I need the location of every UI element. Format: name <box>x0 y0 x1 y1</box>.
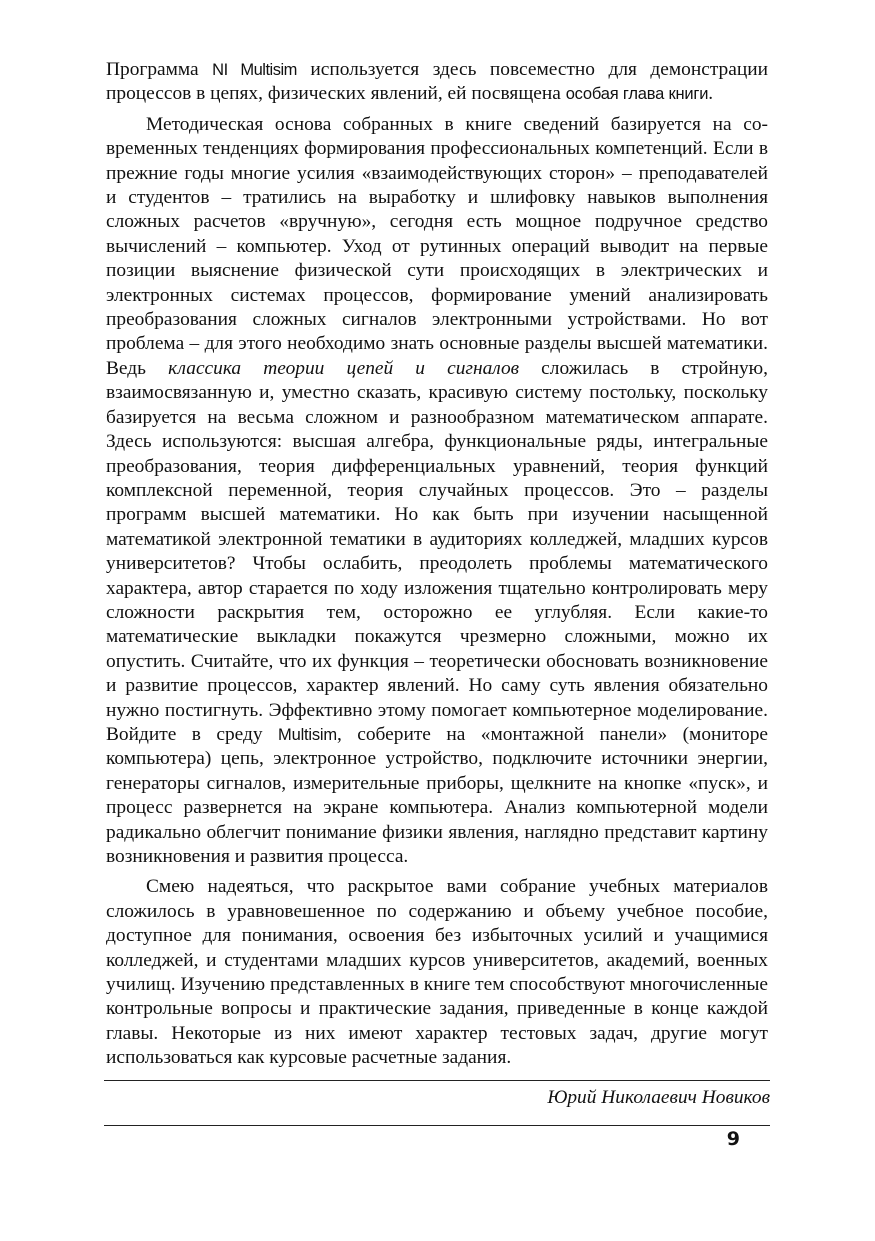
paragraph-text: . <box>708 83 714 105</box>
page-body <box>106 58 768 1071</box>
paragraph-text: Программа <box>106 59 213 80</box>
software-name: NI Multisim <box>212 61 297 79</box>
paragraph-multisim-intro <box>106 58 768 107</box>
chapter-reference: особая глава книги <box>565 85 709 104</box>
software-name: Multisim <box>278 725 337 744</box>
footer-divider <box>104 1125 770 1126</box>
signature-top-divider <box>104 1080 770 1081</box>
paragraph-closing: Смею надеяться, что раскрытое вами собрание учебных материалов сложилось в уравновешенное по содержанию и объему учебное пособие, доступное для понимания, освоения без избыточных усилий и учащимися колледжей, и студентами младших курсов университетов, академий, военных училищ. Изучению представленных в книге тем способствуют многочисленные контрольные вопросы и практические задания, приведенные в конце каждой главы. Некоторые из них имеют характер тестовых задач, другие могут использоваться как курсовые расчетные задания. <box>106 876 768 1069</box>
italic-term: классика теории цепей и сигналов <box>168 357 520 379</box>
paragraph-text: , соберите на «монтажной панели» (мониторе компьютера) цепь, электронное устройство, подключите источники энергии, генераторы сигналов, измерительные приборы, щелкните на кнопке «пуск», и процесс развернется на экране компьютера. Анализ компьютерной модели радикально облегчит понимание физики явления, наглядно представит картину возникновения и развития процесса. <box>106 723 768 867</box>
author-signature: Юрий Николаевич Новиков <box>547 1087 770 1108</box>
paragraph-text: используется здесь повсеместно для демонстрации процессов в цепях, физических явлений, ей посвящена <box>106 59 768 105</box>
paragraph-methodology <box>106 113 768 870</box>
page-number: 9 <box>726 1128 740 1150</box>
paragraph-text: Методическая основа собранных в книге сведений базируется на современных тенденциях формирования профессиональных компетенций. Если в прежние годы многие усилия «взаимодействующих сторон» – преподавателей и студентов – тратились на выработку и шлифовку навыков выполнения сложных расчетов «вручную», сегодня есть мощное подручное средство вычислений – компьютер. Уход от рутинных операций выводит на первые позиции выяснение физической сути происходящих в электрических и электронных системах процессов, формирование умений анализировать преобразования сложных сигналов электронными устройствами. Но вот проблема – для этого необходимо знать основные разделы высшей математики. Ведь <box>106 113 768 379</box>
paragraph-text: сложилась в стройную, взаимосвязанную и, уместно сказать, красивую систему постольку, поскольку базируется на весьма сложном и разнообразном математическом аппарате. Здесь используются: высшая алгебра, функциональные ряды, интегральные преобразования, теория дифференциальных уравнений, теория функций комплексной переменной, теория случайных процессов. Это – разделы программ высшей математики. Но как быть при изучении насыщенной математикой электронной тематики в аудиториях колледжей, младших курсов университетов? Чтобы ослабить, преодолеть проблемы математического характера, автор старается по ходу изложения тщательно контролировать меру сложности раскрытия тем, осторожно ее углубляя. Если какие-то математические выкладки покажутся чрезмерно сложными, можно их опустить. Считайте, что их функция – теоретически обосновать возникновение и развитие процессов, характер явлений. Но саму суть явления обязательно нужно постигнуть. Эффективно этому помогает компьютерное моделирование. Войдите в среду <box>106 357 769 745</box>
